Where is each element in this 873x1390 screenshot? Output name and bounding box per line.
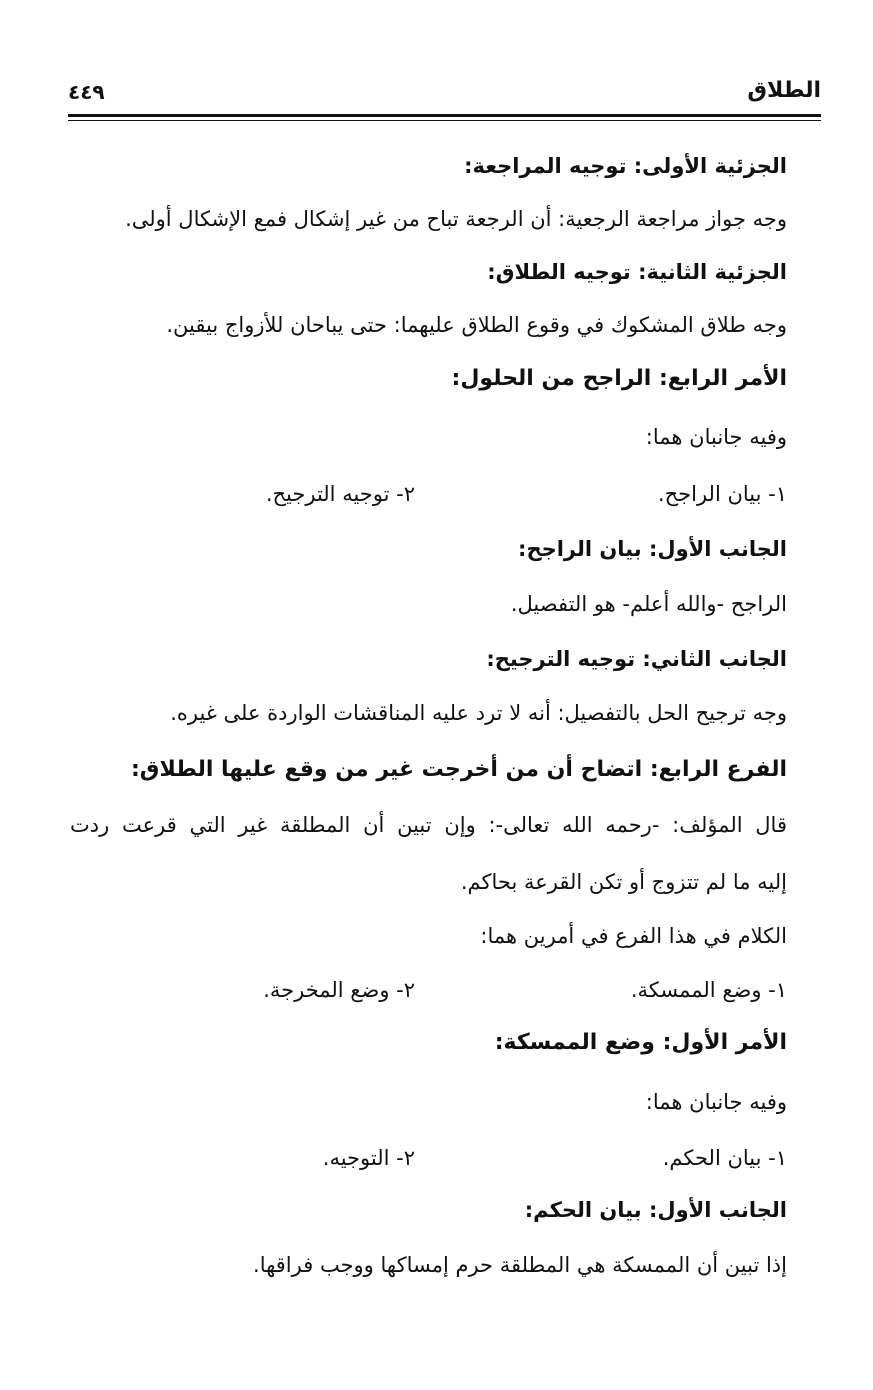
paragraph-line: وجه ترجيح الحل بالتفصيل: أنه لا ترد عليه المناقشات الواردة على غيره. (170, 701, 787, 725)
list-item: ١- بيان الحكم. (662, 1146, 787, 1170)
paragraph-line: وجه طلاق المشكوك في وقوع الطلاق عليهما: حتى يباحان للأزواج بيقين. (166, 313, 787, 337)
section-heading: الأمر الأول: وضع الممسكة: (494, 1030, 787, 1055)
paragraph-line: وفيه جانبان هما: (645, 1090, 787, 1114)
header-rule-thick (68, 114, 821, 117)
paragraph-line: قال المؤلف: -رحمه الله تعالى-: وإن تبين أن المطلقة غير التي قرعت ردت (70, 813, 787, 837)
section-heading: الأمر الرابع: الراجح من الحلول: (451, 366, 787, 391)
paragraph-line: الراجح -والله أعلم- هو التفصيل. (510, 592, 787, 616)
list-item: ٢- توجيه الترجيح. (265, 482, 415, 506)
page-number: ٤٤٩ (68, 80, 105, 104)
list-item: ١- وضع الممسكة. (630, 978, 787, 1002)
paragraph-line: الكلام في هذا الفرع في أمرين هما: (480, 924, 787, 948)
subsection-heading: الجزئية الأولى: توجيه المراجعة: (464, 154, 787, 178)
paragraph-line: إليه ما لم تتزوج أو تكن القرعة بحاكم. (460, 870, 787, 894)
paragraph-line: وفيه جانبان هما: (645, 425, 787, 449)
list-item: ٢- التوجيه. (322, 1146, 415, 1170)
header-rule-thin (68, 120, 821, 121)
subsection-heading: الجانب الثاني: توجيه الترجيح: (486, 647, 787, 671)
list-item: ٢- وضع المخرجة. (263, 978, 415, 1002)
subsection-heading: الجانب الأول: بيان الحكم: (524, 1198, 787, 1222)
paragraph-line: إذا تبين أن الممسكة هي المطلقة حرم إمساكها ووجب فراقها. (253, 1253, 787, 1277)
section-heading: الفرع الرابع: اتضاح أن من أخرجت غير من وقع عليها الطلاق: (130, 757, 787, 782)
running-title: الطلاق (747, 78, 821, 103)
subsection-heading: الجانب الأول: بيان الراجح: (518, 537, 787, 561)
page-header (68, 78, 821, 118)
list-item: ١- بيان الراجح. (657, 482, 787, 506)
paragraph-line: وجه جواز مراجعة الرجعية: أن الرجعة تباح من غير إشكال فمع الإشكال أولى. (125, 207, 787, 231)
subsection-heading: الجزئية الثانية: توجيه الطلاق: (487, 260, 787, 284)
